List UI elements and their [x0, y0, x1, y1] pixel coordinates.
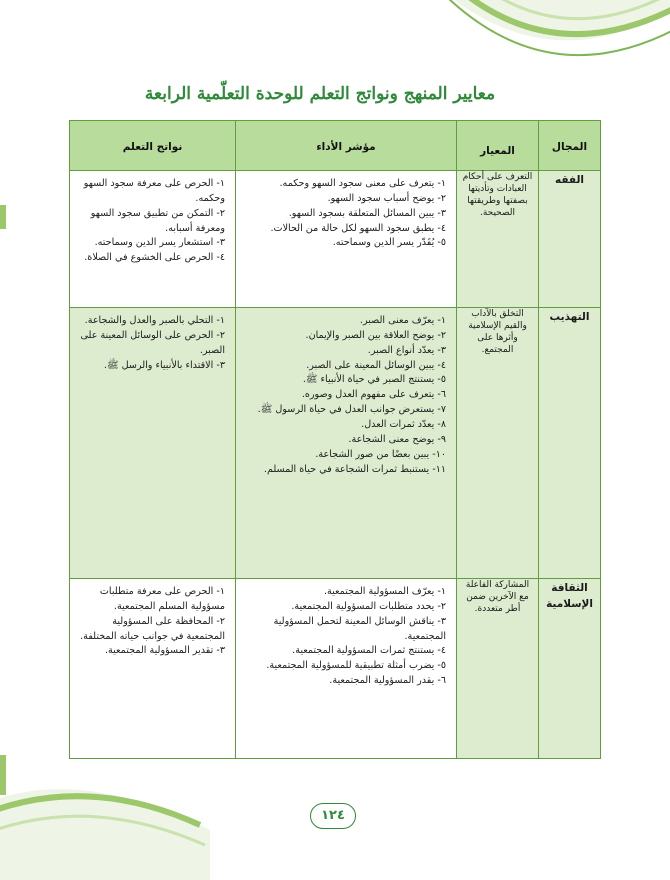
list-item: ٦- يتعرف على مفهوم العدل وصوره.: [301, 389, 446, 401]
domain-cell: الفقه: [539, 171, 601, 308]
page-number: ١٢٤: [310, 803, 356, 829]
list-item: ٥- يضرب أمثلة تطبيقية للمسؤولية المجتمعية.: [266, 660, 446, 672]
list-item: ٢- التمكن من تطبيق سجود السهو ومعرفة أسبابه.: [90, 207, 225, 234]
criterion-cell: المشاركة الفاعلة مع الآخرين ضمن أطر متعددة.: [457, 579, 539, 759]
criterion-cell: التعرف على أحكام العبادات وتأديتها بصفتها وطريقتها الصحيحة.: [457, 171, 539, 308]
list-item: ٣- تقدير المسؤولية المجتمعية.: [104, 645, 225, 657]
indicator-cell: [236, 579, 457, 759]
list-item: ٤- يطبق سجود السهو لكل حالة من الحالات.: [270, 222, 446, 234]
list-item: ١- الحرص على معرفة سجود السهو وحكمه.: [83, 178, 225, 204]
list-item: ٤- الحرص على الخشوع في الصلاة.: [84, 252, 225, 264]
list-item: ١١- يستنبط ثمرات الشجاعة في حياة المسلم.: [263, 463, 446, 475]
indicator-cell: [236, 171, 457, 308]
edge-marker: [0, 205, 6, 229]
list-item: ٥- يُقَدّر يسر الدين وسماحته.: [332, 237, 446, 249]
list-item: ٢- يوضح العلاقة بين الصبر والإيمان.: [305, 329, 446, 341]
outcomes-cell: [70, 171, 236, 308]
list-item: ٢- يحدد متطلبات المسؤولية المجتمعية.: [291, 600, 446, 612]
list-item: ١٠- يبين بعضًا من صور الشجاعة.: [315, 448, 446, 460]
outcomes-cell: [70, 308, 236, 579]
list-item: ١- الحرص على معرفة متطلبات مسؤولية المسلم المجتمعية.: [99, 586, 225, 612]
header-indicator: مؤشر الأداء: [236, 121, 457, 171]
list-item: ٣- استشعار يسر الدين وسماحته.: [94, 237, 225, 249]
criterion-cell: التخلق بالآداب والقيم الإسلامية وأثرها على المجتمع.: [457, 308, 539, 579]
table-row: [70, 579, 601, 759]
list-item: ٣- يعدّد أنواع الصبر.: [367, 344, 446, 356]
bottom-corner-ornament-icon: [0, 770, 210, 880]
page-title: معايير المنهج ونواتج التعلم للوحدة التعلّمية الرابعة: [144, 84, 496, 104]
header-criterion: المعيار: [457, 121, 539, 171]
list-item: ٣- الاقتداء بالأنبياء والرسل ﷺ.: [103, 359, 225, 371]
outcomes-cell: [70, 579, 236, 759]
table-header-row: [70, 121, 601, 171]
table-row: [70, 171, 601, 308]
list-item: ٢- يوضح أسباب سجود السهو.: [327, 192, 446, 204]
list-item: ٤- يستنتج ثمرات المسؤولية المجتمعية.: [292, 645, 446, 657]
top-corner-ornament-icon: [400, 0, 670, 70]
list-item: ٢- الحرص على الوسائل المعينة على الصبر.: [80, 329, 225, 356]
edge-marker: [0, 755, 6, 795]
list-item: ١- يعرّف المسؤولية المجتمعية.: [323, 586, 446, 597]
list-item: ٢- المحافظة على المسؤولية المجتمعية في جوانب حياته المختلفة.: [80, 615, 225, 642]
list-item: ١- يتعرف على معنى سجود السهو وحكمه.: [279, 178, 446, 189]
header-domain: المجال: [539, 121, 601, 171]
curriculum-table: [69, 120, 601, 759]
indicator-cell: [236, 308, 457, 579]
list-item: ١- يعرّف معنى الصبر.: [359, 315, 446, 326]
list-item: ٥- يستنتج الصبر في حياة الأنبياء ﷺ.: [302, 374, 446, 386]
domain-cell: التهذيب: [539, 308, 601, 579]
domain-cell: الثقافة الإسلامية: [539, 579, 601, 759]
list-item: ٤- يبين الوسائل المعينة على الصبر.: [306, 359, 446, 371]
list-item: ٩- يوضح معنى الشجاعة.: [348, 433, 446, 445]
list-item: ٣- يناقش الوسائل المعينة لتحمل المسؤولية المجتمعية.: [273, 615, 446, 642]
list-item: ١- التحلي بالصبر والعدل والشجاعة.: [84, 315, 225, 326]
list-item: ٦- يقدر المسؤولية المجتمعية.: [329, 675, 446, 687]
header-outcomes: نواتج التعلم: [70, 121, 236, 171]
list-item: ٣- يبين المسائل المتعلقة بسجود السهو.: [288, 207, 446, 219]
table-row: [70, 308, 601, 579]
list-item: ٧- يستعرض جوانب العدل في حياة الرسول ﷺ.: [257, 404, 446, 416]
list-item: ٨- يعدّد ثمرات العدل.: [361, 419, 446, 431]
